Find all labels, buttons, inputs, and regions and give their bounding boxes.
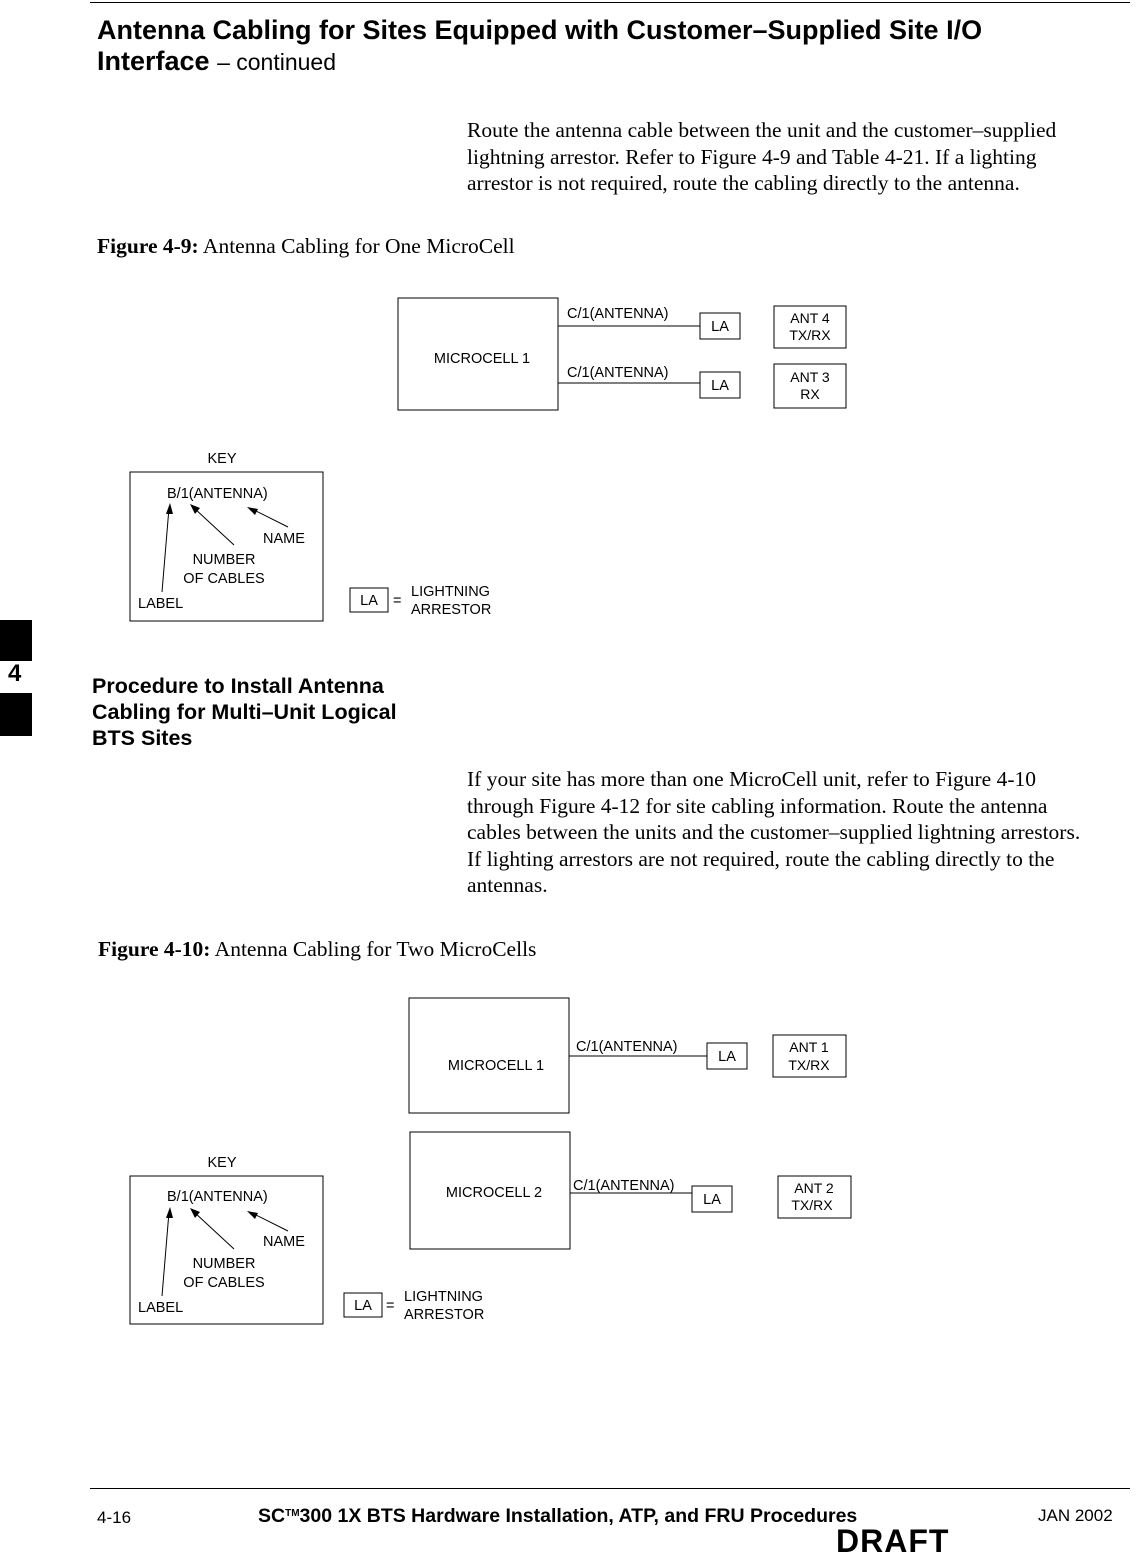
figure-title: Antenna Cabling for Two MicroCells [214,937,537,961]
arrow-head [166,1207,173,1218]
page-title-line2: Interface [97,46,210,76]
paragraph-line: arrestor is not required, route the cabling directly to the antenna. [467,171,1020,195]
arrow-line [194,508,234,545]
document-title [258,1505,857,1528]
paragraph-line: cables between the units and the customer–supplied lightning arrestors. [467,820,1081,844]
doc-title-rest: 300 1X BTS Hardware Installation, ATP, and FRU Procedures [299,1505,858,1527]
paragraph-line: lightning arrestor. Refer to Figure 4-9 and Table 4-21. If a lighting [467,144,1037,169]
key-number: OF CABLES [183,1275,265,1291]
figure-4-10-diagram [0,980,1148,1340]
key-example: B/1(ANTENNA) [167,486,268,502]
document-date: JAN 2002 [1038,1506,1113,1525]
microcell-box [409,998,569,1113]
arrow-line [162,1212,169,1296]
antenna-label: ANT 4 [790,310,830,326]
arrow-line [194,1212,234,1249]
footer-rule [90,1488,1130,1489]
antenna-mode: RX [800,386,820,402]
figure-label: Figure 4-10: [98,937,211,961]
cable-label: C/1(ANTENNA) [576,1039,678,1055]
figure-4-9-diagram [0,0,1148,640]
key-meaning: ARRESTOR [411,602,492,618]
key-meaning: ARRESTOR [404,1307,485,1323]
figure-4-10-caption [98,937,536,962]
draft-stamp: DRAFT [836,1523,950,1559]
antenna-label: ANT 3 [790,369,830,385]
antenna-mode: TX/RX [788,1057,830,1073]
paragraph-line: through Figure 4-12 for site cabling information. Route the antenna [467,793,1048,818]
microcell-label: MICROCELL 1 [433,351,531,367]
cable-label: C/1(ANTENNA) [567,365,669,381]
chapter-tab-top [0,620,32,661]
arrow-line [162,508,169,592]
multi-unit-paragraph [467,766,1080,899]
paragraph-line: If lighting arrestors are not required, route the cabling directly to the [467,846,1055,871]
arrow-head [166,503,173,514]
key-equals: = [386,1298,395,1314]
arrow-line [252,1213,288,1231]
page-number: 4-16 [97,1508,132,1527]
page-title-continued: – continued [217,49,337,75]
key-number: OF CABLES [183,571,265,587]
key-title: KEY [207,1155,237,1171]
key-label: LABEL [138,1300,184,1316]
cable-label: C/1(ANTENNA) [567,306,669,322]
cable-label: C/1(ANTENNA) [573,1178,675,1194]
chapter-tab-bottom [0,693,32,736]
trademark: TM [285,1508,300,1519]
figure-label: Figure 4-9: [97,234,199,258]
chapter-tab-number: 4 [8,660,22,687]
la-label: LA [703,1192,721,1208]
key-la: LA [360,593,378,609]
key-label: LABEL [138,596,184,612]
page-title-line1: Antenna Cabling for Sites Equipped with Customer–Supplied Site I/O [97,15,983,45]
la-label: LA [711,319,729,335]
paragraph-line: Route the antenna cable between the unit and the customer–supplied [467,118,1057,142]
la-label: LA [711,378,729,394]
antenna-label: ANT 2 [794,1180,834,1196]
microcell-label: MICROCELL 1 [447,1058,545,1074]
section-heading-line: Procedure to Install Antenna [92,674,384,698]
doc-prefix: SC [258,1505,286,1527]
key-la: LA [354,1298,372,1314]
arrow-head [247,1211,258,1219]
paragraph-line: If your site has more than one MicroCell unit, refer to Figure 4-10 [467,767,1037,791]
paragraph-line: antennas. [467,873,548,897]
antenna-mode: TX/RX [791,1197,833,1213]
figure-title: Antenna Cabling for One MicroCell [202,234,515,258]
section-heading-line: Cabling for Multi–Unit Logical [92,700,397,724]
arrow-line [252,509,288,527]
key-title: KEY [207,451,237,467]
key-example: B/1(ANTENNA) [167,1189,268,1205]
key-name: NAME [263,1234,305,1250]
key-number: NUMBER [192,1256,256,1272]
section-heading-line: BTS Sites [92,726,193,750]
antenna-mode: TX/RX [789,327,831,343]
key-meaning: LIGHTNING [404,1289,483,1305]
key-name: NAME [263,531,305,547]
la-label: LA [718,1049,736,1065]
arrow-head [247,507,258,515]
key-number: NUMBER [192,552,256,568]
key-equals: = [393,593,402,609]
antenna-label: ANT 1 [789,1039,829,1055]
key-meaning: LIGHTNING [411,584,490,600]
microcell-label: MICROCELL 2 [445,1185,543,1201]
section-heading [92,673,397,751]
